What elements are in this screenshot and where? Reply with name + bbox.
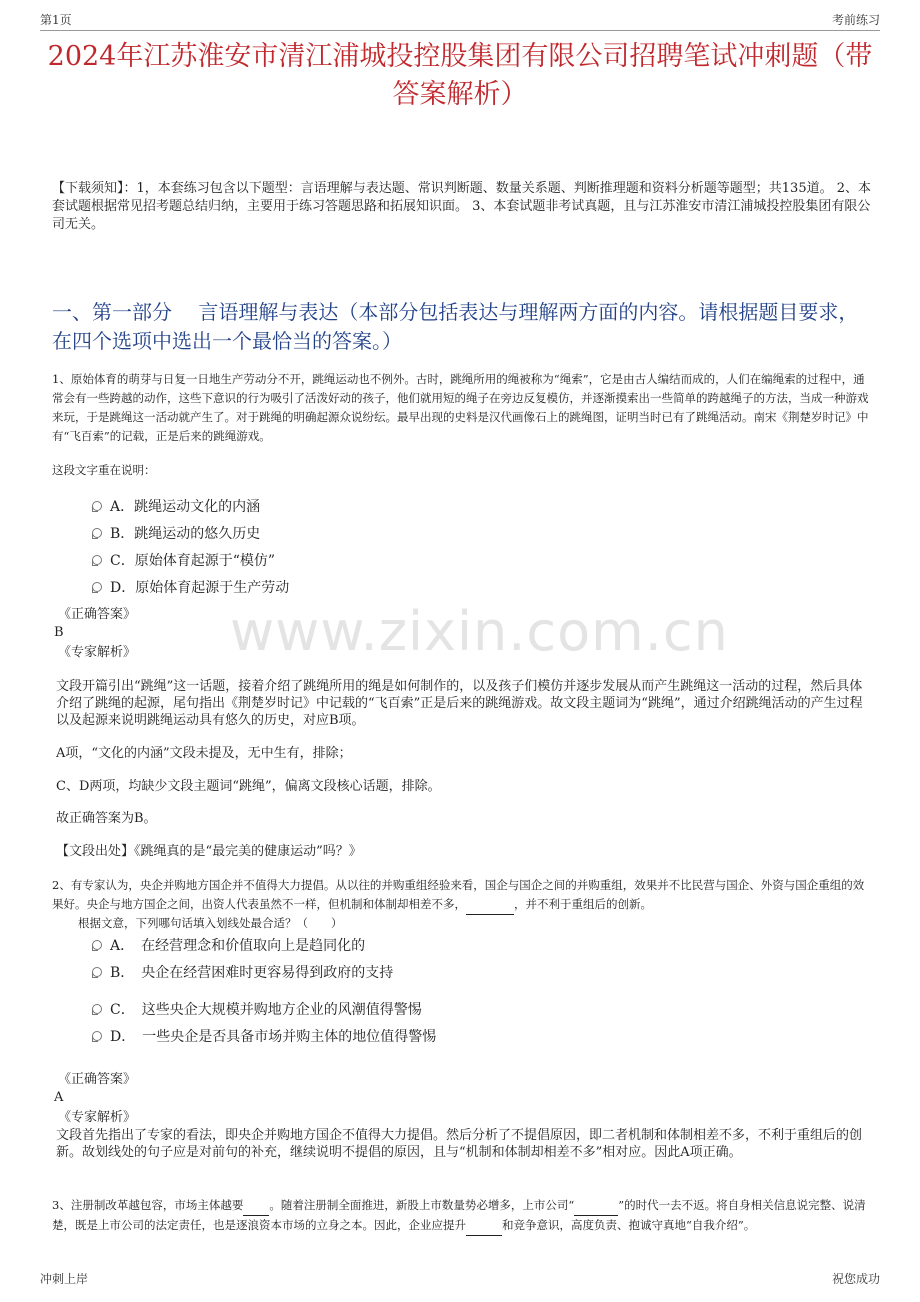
fill-blank <box>466 1216 502 1236</box>
page-header <box>40 8 880 31</box>
page-number: 第1页 <box>40 12 72 27</box>
radio-icon[interactable] <box>92 1004 102 1014</box>
fill-blank <box>243 1196 269 1216</box>
footer-left: 冲刺上岸 <box>40 1272 89 1286</box>
document-title: 2024年江苏淮安市清江浦城投控股集团有限公司招聘笔试冲刺题（带答案解析） <box>47 41 873 110</box>
question-2-options <box>92 931 436 1049</box>
answer-value: A <box>54 1090 64 1105</box>
radio-icon[interactable] <box>92 501 102 511</box>
analysis-paragraph-4: 故正确答案为B。 <box>56 811 157 826</box>
radio-icon[interactable] <box>92 967 102 977</box>
fill-blank <box>466 895 514 915</box>
option-d[interactable]: D． 一些央企是否具备市场并购主体的地位值得警惕 <box>92 1022 436 1049</box>
option-b[interactable]: B． 央企在经营困难时更容易得到政府的支持 <box>92 958 436 985</box>
watermark: www.zixin.com.cn <box>230 600 729 663</box>
header-tag: 考前练习 <box>831 12 880 27</box>
analysis-paragraph-1: 文段开篇引出“跳绳”这一话题，接着介绍了跳绳所用的绳是如何制作的，以及孩子们模仿并逐步发展从而产生跳绳这一活动的过程，然后具体介绍了跳绳的起源，尾句指出《荆楚岁时记》中记载的“飞百索”正是后来的跳绳游戏。故文段主题词为“跳绳”，通过介绍跳绳活动的产生过程以及起源来说明跳绳运动具有悠久的历史，对应B项。 <box>56 679 863 728</box>
option-d[interactable]: D．原始体育起源于生产劳动 <box>92 573 289 600</box>
fill-blank <box>574 1196 618 1216</box>
page-footer <box>40 1270 880 1287</box>
radio-icon[interactable] <box>92 555 102 565</box>
question-1-options <box>92 492 289 600</box>
question-2-text: 2、有专家认为，央企并购地方国企并不值得大力提倡。从以往的并购重组经验来看，国企与国企之间的并购重组，效果并不比民营与国企、外资与国企重组的效果好。央企与地方国企之间，出资人代表虽然不一样，但机制和体制却相差不多， ，并不利于重组后的创新。 <box>52 876 872 915</box>
question-1-prompt: 这段文字重在说明： <box>52 463 156 477</box>
option-a[interactable]: A．跳绳运动文化的内涵 <box>92 492 289 519</box>
radio-icon[interactable] <box>92 1031 102 1041</box>
option-a[interactable]: A． 在经营理念和价值取向上是趋同化的 <box>92 931 436 958</box>
download-notice: 【下载须知】：1，本套练习包含以下题型：言语理解与表达题、常识判断题、数量关系题、判断推理题和资料分析题等题型；共135道。 2、本套试题根据常见招考题总结归纳，主要用于练习答题思路和拓展知识面。 3、本套试题非考试真题，且与江苏淮安市清江浦城投控股集团有限公司无关。 <box>52 181 871 232</box>
question-2-prompt: 根据文意，下列哪句话填入划线处最合适？（ ） <box>78 916 343 930</box>
section-title: 一、第一部分 言语理解与表达（本部分包括表达与理解两方面的内容。请根据题目要求，在四个选项中选出一个最恰当的答案。） <box>52 300 859 353</box>
option-c[interactable]: C． 这些央企大规模并购地方企业的风潮值得警惕 <box>92 995 436 1022</box>
question-3-text: 3、注册制改革越包容，市场主体越要 。随着注册制全面推进，新股上市数量势必增多，上市公司“ ”的时代一去不返。将自身相关信息说完整、说清楚，既是上市公司的法定责任，也是逐浪资本市场的立身之本。因此，企业应提升 和竞争意识，高度负责、抱诚守真地“自我介绍”。 <box>52 1196 872 1236</box>
radio-icon[interactable] <box>92 582 102 592</box>
analysis-label: 《专家解析》 <box>58 645 137 660</box>
option-b[interactable]: B．跳绳运动的悠久历史 <box>92 519 289 546</box>
analysis-source: 【文段出处】《跳绳真的是“最完美的健康运动”吗？》 <box>56 844 362 859</box>
analysis-label: 《专家解析》 <box>58 1110 137 1125</box>
question-1-text: 1、原始体育的萌芽与日复一日地生产劳动分不开，跳绳运动也不例外。古时，跳绳所用的绳被称为“绳索”，它是由古人编结而成的，人们在编绳索的过程中，通常会有一些跨越的动作，这些下意识的行为吸引了活泼好动的孩子，他们就用短的绳子在旁边反复模仿，并逐渐摸索出一些简单的跨越绳子的方法，当成一种游戏来玩，于是跳绳这一活动就产生了。对于跳绳的明确起源众说纷纭。最早出现的史料是汉代画像石上的跳绳图，证明当时已有了跳绳活动。南宋《荆楚岁时记》中有“飞百索”的记载，正是后来的跳绳游戏。 <box>52 372 869 443</box>
answer-label: 《正确答案》 <box>58 1072 137 1087</box>
answer-label: 《正确答案》 <box>58 607 137 622</box>
option-c[interactable]: C．原始体育起源于“模仿” <box>92 546 289 573</box>
radio-icon[interactable] <box>92 528 102 538</box>
radio-icon[interactable] <box>92 940 102 950</box>
analysis-paragraph: 文段首先指出了专家的看法，即央企并购地方国企不值得大力提倡。然后分析了不提倡原因，即二者机制和体制相差不多，不利于重组后的创新。故划线处的句子应是对前句的补充，继续说明不提倡的原因，且与“机制和体制却相差不多”相对应。因此A项正确。 <box>56 1128 863 1160</box>
answer-value: B <box>54 625 64 640</box>
analysis-paragraph-3: C、D两项，均缺少文段主题词“跳绳”，偏离文段核心话题，排除。 <box>56 779 441 794</box>
footer-right: 祝您成功 <box>831 1272 880 1286</box>
analysis-paragraph-2: A项，“文化的内涵”文段未提及，无中生有，排除； <box>56 746 352 761</box>
